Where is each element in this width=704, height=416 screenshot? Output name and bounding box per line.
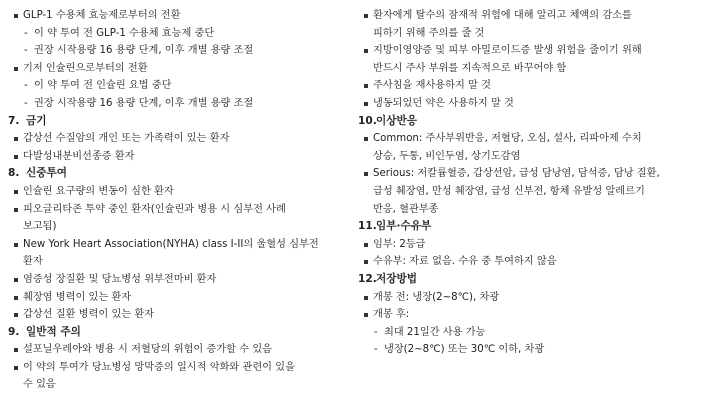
dash-icon: - xyxy=(24,97,28,109)
bullet-item xyxy=(8,148,346,166)
square-bullet-icon xyxy=(362,130,373,148)
right-column xyxy=(358,7,696,359)
square-bullet-icon xyxy=(362,289,373,307)
item-text: 냉동되었던 약은 사용하지 말 것 xyxy=(373,97,514,109)
square-bullet-icon xyxy=(12,201,23,219)
item-text: 신중투여 xyxy=(26,167,67,180)
bullet-item xyxy=(358,130,696,148)
square-bullet-icon xyxy=(12,341,23,359)
continuation-line xyxy=(8,218,346,236)
section-number: 11. xyxy=(358,220,377,233)
section-heading xyxy=(8,113,346,131)
item-text: 염증성 장질환 및 당뇨병성 위부전마비 환자 xyxy=(23,273,217,285)
bullet-item xyxy=(358,236,696,254)
bullet-item xyxy=(358,7,696,25)
section-heading xyxy=(358,218,696,236)
item-text: 이 약 투여 전 GLP-1 수용체 효능제 중단 xyxy=(34,27,215,39)
item-text: 수유부: 자료 없음. 수유 중 투여하지 않음 xyxy=(373,256,557,268)
item-text: 지방이영양증 및 피부 아밀로이드증 발생 위험을 줄이기 위해 xyxy=(373,45,642,57)
section-heading xyxy=(358,271,696,289)
square-bullet-icon xyxy=(362,77,373,95)
square-bullet-icon xyxy=(362,95,373,113)
item-text: 기저 인슐린으로부터의 전환 xyxy=(23,62,148,74)
section-number: 9. xyxy=(8,325,20,338)
bullet-item xyxy=(8,130,346,148)
bullet-item xyxy=(8,236,346,254)
item-text: 저장방법 xyxy=(376,272,417,285)
section-number: 8. xyxy=(8,167,20,180)
continuation-line xyxy=(8,253,346,271)
dash-icon: - xyxy=(24,27,28,39)
item-text: New York Heart Association(NYHA) class I-II의 울혈성 심부전 xyxy=(23,238,319,250)
bullet-item xyxy=(8,359,346,377)
bullet-item xyxy=(8,289,346,307)
bullet-item xyxy=(358,42,696,60)
item-text: 반응, 혈관부종 xyxy=(373,203,439,215)
continuation-line xyxy=(358,183,696,201)
item-text: 이 약 투여 전 인슐린 요법 중단 xyxy=(34,80,172,92)
item-text: 인슐린 요구량의 변동이 심한 환자 xyxy=(23,185,174,197)
bullet-item xyxy=(8,60,346,78)
item-text: 보고됨) xyxy=(23,221,57,233)
square-bullet-icon xyxy=(12,289,23,307)
item-text: 갑상선 질환 병력이 있는 환자 xyxy=(23,309,155,321)
square-bullet-icon xyxy=(362,7,373,25)
item-text: 최대 21일간 사용 가능 xyxy=(384,326,486,338)
item-text: 개봉 전: 냉장(2~8℃), 차광 xyxy=(373,291,500,303)
dash-item xyxy=(358,341,696,359)
continuation-line xyxy=(8,376,346,394)
square-bullet-icon xyxy=(362,42,373,60)
item-text: 반드시 주사 부위를 지속적으로 바꾸어야 함 xyxy=(373,62,567,74)
bullet-item xyxy=(358,253,696,271)
left-column xyxy=(8,7,346,394)
bullet-item xyxy=(358,165,696,183)
square-bullet-icon xyxy=(362,253,373,271)
square-bullet-icon xyxy=(12,7,23,25)
continuation-line xyxy=(358,60,696,78)
continuation-line xyxy=(358,25,696,43)
dash-item xyxy=(8,42,346,60)
item-text: 다발성내분비선종증 환자 xyxy=(23,150,135,162)
item-text: 갑상선 수질암의 개인 또는 가족력이 있는 환자 xyxy=(23,133,230,145)
dash-item xyxy=(8,95,346,113)
item-text: 급성 췌장염, 만성 췌장염, 급성 신부전, 항체 유발성 알레르기 xyxy=(373,185,645,197)
item-text: 환자에게 탈수의 잠재적 위험에 대해 알리고 체액의 감소를 xyxy=(373,10,632,21)
dash-icon: - xyxy=(374,326,378,338)
item-text: 일반적 주의 xyxy=(26,325,81,338)
item-text: 개봉 후: xyxy=(373,309,410,321)
item-text: 수 있음 xyxy=(23,379,56,391)
section-number: 10. xyxy=(358,114,377,127)
bullet-item xyxy=(358,95,696,113)
square-bullet-icon xyxy=(12,271,23,289)
item-text: 환자 xyxy=(23,256,43,268)
item-text: 금기 xyxy=(26,114,47,127)
item-text: Common: 주사부위반응, 저혈당, 오심, 설사, 리파아제 수치 xyxy=(373,133,642,145)
item-text: 피하기 위해 주의를 줄 것 xyxy=(373,27,485,39)
section-heading xyxy=(358,113,696,131)
bullet-item xyxy=(358,306,696,324)
square-bullet-icon xyxy=(12,60,23,78)
square-bullet-icon xyxy=(12,148,23,166)
section-heading xyxy=(8,324,346,342)
dash-icon: - xyxy=(24,80,28,92)
square-bullet-icon xyxy=(362,236,373,254)
bullet-item xyxy=(8,201,346,219)
item-text: 췌장염 병력이 있는 환자 xyxy=(23,291,132,303)
square-bullet-icon xyxy=(12,359,23,377)
dash-item xyxy=(8,25,346,43)
square-bullet-icon xyxy=(362,165,373,183)
dash-icon: - xyxy=(374,344,378,356)
section-number: 7. xyxy=(8,114,20,127)
item-text: 냉장(2~8℃) 또는 30℃ 이하, 차광 xyxy=(384,344,545,356)
continuation-line xyxy=(358,201,696,219)
square-bullet-icon xyxy=(12,236,23,254)
item-text: GLP-1 수용체 효능제로부터의 전환 xyxy=(23,10,181,21)
item-text: 임부·수유부 xyxy=(376,220,432,233)
bullet-item xyxy=(8,7,346,25)
item-text: 권장 시작용량 16 용량 단계, 이후 개별 용량 조절 xyxy=(34,97,254,109)
item-text: 주사침을 재사용하지 말 것 xyxy=(373,80,491,92)
item-text: 상승, 두통, 비인두염, 상기도감염 xyxy=(373,150,521,162)
item-text: 권장 시작용량 16 용량 단계, 이후 개별 용량 조절 xyxy=(34,45,254,57)
square-bullet-icon xyxy=(362,306,373,324)
item-text: 이상반응 xyxy=(376,114,417,127)
item-text: 이 약의 투여가 당뇨병성 망막증의 일시적 악화와 관련이 있을 xyxy=(23,361,295,373)
continuation-line xyxy=(358,148,696,166)
item-text: 임부: 2등급 xyxy=(373,238,426,250)
item-text: 피오글리타존 투약 중인 환자(인슐린과 병용 시 심부전 사례 xyxy=(23,203,286,215)
section-heading xyxy=(8,165,346,183)
square-bullet-icon xyxy=(12,183,23,201)
bullet-item xyxy=(8,271,346,289)
dash-item xyxy=(358,324,696,342)
dash-item xyxy=(8,77,346,95)
item-text: 설포닐우레아와 병용 시 저혈당의 위험이 증가할 수 있음 xyxy=(23,344,273,356)
bullet-item xyxy=(8,341,346,359)
bullet-item xyxy=(358,77,696,95)
square-bullet-icon xyxy=(12,130,23,148)
bullet-item xyxy=(8,306,346,324)
bullet-item xyxy=(358,289,696,307)
item-text: Serious: 저칼륨혈증, 갑상선암, 급성 담낭염, 담석증, 담낭 질환, xyxy=(373,168,660,180)
bullet-item xyxy=(8,183,346,201)
dash-icon: - xyxy=(24,45,28,57)
section-number: 12. xyxy=(358,272,377,285)
square-bullet-icon xyxy=(12,306,23,324)
